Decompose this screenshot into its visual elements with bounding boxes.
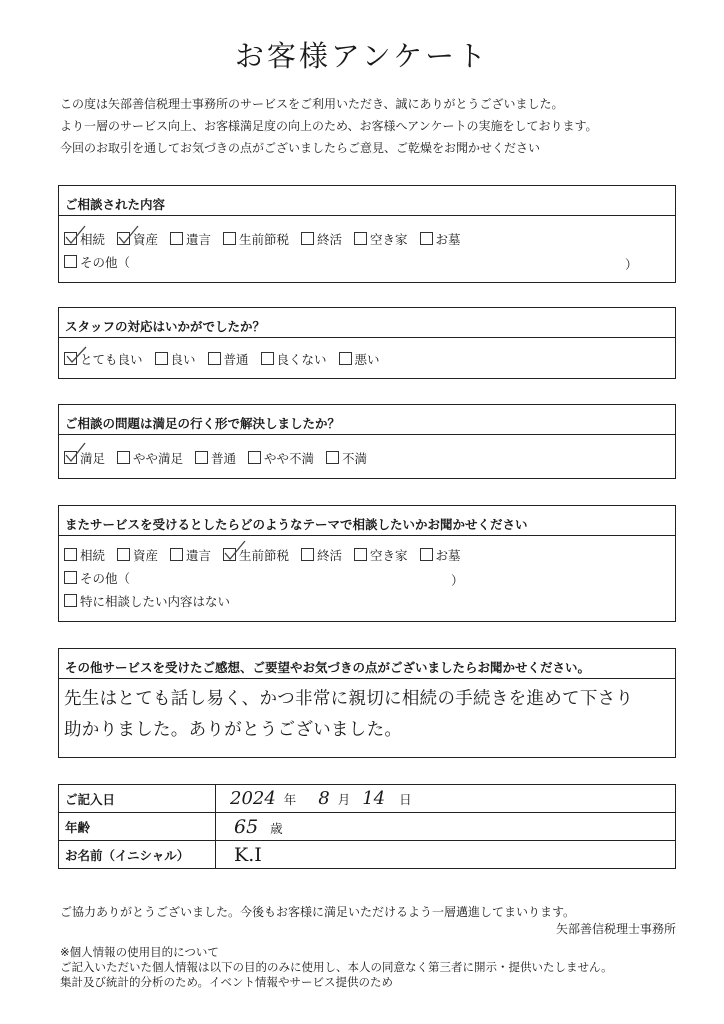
q2-option[interactable] xyxy=(208,350,249,368)
date-row xyxy=(59,785,676,813)
q1-option[interactable] xyxy=(223,230,289,248)
q5-answer-line: 助かりました。ありがとうございました。 xyxy=(64,720,403,740)
q2-options xyxy=(64,350,388,368)
age-value-cell[interactable] xyxy=(216,813,676,841)
name-value-cell[interactable] xyxy=(216,841,676,869)
q1-option[interactable] xyxy=(64,230,105,248)
q1-option[interactable] xyxy=(354,230,408,248)
checkbox[interactable] xyxy=(64,255,77,268)
checkbox[interactable] xyxy=(64,548,77,561)
q1-option[interactable] xyxy=(170,230,211,248)
date-label: ご記入日 xyxy=(59,785,216,813)
q3-option[interactable] xyxy=(248,449,314,467)
option-label: 相続 xyxy=(80,548,106,563)
option-label: 特に相談したい内容はない xyxy=(80,594,231,609)
q1-options xyxy=(64,230,469,248)
q4-option[interactable] xyxy=(223,546,289,564)
checkbox[interactable] xyxy=(64,232,77,245)
q4-other-row xyxy=(64,569,138,587)
checkbox[interactable] xyxy=(64,594,77,607)
checkbox[interactable] xyxy=(223,232,236,245)
checkbox[interactable] xyxy=(248,451,261,464)
option-label: その他（ xyxy=(80,255,131,270)
day-value: 14 xyxy=(362,788,386,809)
option-label: 満足 xyxy=(80,451,106,466)
option-label: 相続 xyxy=(80,232,106,247)
day-unit: 日 xyxy=(399,792,412,807)
checkbox[interactable] xyxy=(301,548,314,561)
checkbox[interactable] xyxy=(170,232,183,245)
checkbox[interactable] xyxy=(117,232,130,245)
year-unit: 年 xyxy=(283,792,297,807)
option-label: 悪い xyxy=(354,352,380,367)
option-label: やや満足 xyxy=(133,451,184,466)
option-label: とても良い xyxy=(80,352,143,367)
age-row xyxy=(59,813,676,841)
q4-option[interactable] xyxy=(354,546,408,564)
q4-option[interactable] xyxy=(64,546,105,564)
name-value: K.I xyxy=(234,843,262,866)
checkbox[interactable] xyxy=(170,548,183,561)
checkbox[interactable] xyxy=(117,548,130,561)
note-line: 集計及び統計的分析のため。イベント情報やサービス提供のため xyxy=(60,975,394,989)
q2-option[interactable] xyxy=(261,350,327,368)
date-value-cell[interactable] xyxy=(216,785,676,813)
checkbox[interactable] xyxy=(223,548,236,561)
q4-section xyxy=(58,505,676,622)
close-paren: ） xyxy=(625,257,638,272)
q1-heading: ご相談された内容 xyxy=(59,186,675,216)
option-label: 普通 xyxy=(223,352,249,367)
option-label: 生前節税 xyxy=(239,232,290,247)
q4-heading: またサービスを受けるとしたらどのようなテーマで相談したいかお聞かせください xyxy=(59,506,675,536)
q5-answer-line: 先生はとても話し易く、かつ非常に親切に相続の手続きを進めて下さり xyxy=(64,689,634,709)
intro-line: 今回のお取引を通してお気づきの点がございましたらご意見、ご乾燥をお聞かせください xyxy=(60,141,541,155)
info-table xyxy=(58,784,676,869)
age-label: 年齢 xyxy=(59,813,216,841)
option-label: 普通 xyxy=(211,451,237,466)
checkbox[interactable] xyxy=(326,451,339,464)
q3-option[interactable] xyxy=(195,449,236,467)
option-label: 良くない xyxy=(276,352,327,367)
q3-option[interactable] xyxy=(64,449,105,467)
checkbox[interactable] xyxy=(339,352,352,365)
closing-message: ご協力ありがとうございました。今後もお客様に満足いただけるよう一層邁進してまいります。 xyxy=(60,905,576,919)
option-label: 空き家 xyxy=(370,232,408,247)
q4-other-option[interactable] xyxy=(64,569,130,587)
checkmark-icon xyxy=(65,344,87,366)
option-label: 不満 xyxy=(342,451,368,466)
note-line: ※個人情報の使用目的について xyxy=(60,945,219,959)
option-label: 資産 xyxy=(133,232,159,247)
q2-section xyxy=(58,307,676,379)
privacy-notes xyxy=(60,945,613,990)
q1-other-row xyxy=(64,253,138,271)
note-line: ご記入いただいた個人情報は以下の目的のみに使用し、本人の同意なく第三者に開示・提供いたしません。 xyxy=(60,960,613,974)
q1-option[interactable] xyxy=(117,230,158,248)
checkbox[interactable] xyxy=(208,352,221,365)
q3-heading: ご相談の問題は満足の行く形で解決しましたか？ xyxy=(59,405,675,435)
intro-line: この度は矢部善信税理士事務所のサービスをご利用いただき、誠にありがとうございました。 xyxy=(60,97,564,111)
year-value: 2024 xyxy=(230,788,276,809)
checkmark-icon xyxy=(224,540,246,562)
checkbox[interactable] xyxy=(420,232,433,245)
option-label: 資産 xyxy=(133,548,159,563)
checkbox[interactable] xyxy=(301,232,314,245)
q4-options xyxy=(64,546,469,564)
checkbox[interactable] xyxy=(195,451,208,464)
q2-heading: スタッフの対応はいかがでしたか？ xyxy=(59,308,675,338)
q4-option[interactable] xyxy=(170,546,211,564)
q2-option[interactable] xyxy=(64,350,143,368)
checkbox[interactable] xyxy=(64,451,77,464)
checkbox[interactable] xyxy=(155,352,168,365)
q2-option[interactable] xyxy=(155,350,196,368)
checkbox[interactable] xyxy=(354,232,367,245)
q4-option[interactable] xyxy=(117,546,158,564)
option-label: 遺言 xyxy=(186,232,212,247)
checkbox[interactable] xyxy=(64,571,77,584)
option-label: やや不満 xyxy=(264,451,315,466)
month-unit: 月 xyxy=(337,792,351,807)
name-row xyxy=(59,841,676,869)
option-label: お墓 xyxy=(435,548,461,563)
checkbox[interactable] xyxy=(64,352,77,365)
q3-section xyxy=(58,404,676,479)
q3-option[interactable] xyxy=(326,449,367,467)
age-unit: 歳 xyxy=(270,820,283,836)
q1-section xyxy=(58,185,676,283)
intro-line: より一層のサービス向上、お客様満足度の向上のため、お客様へアンケートの実施をしております。 xyxy=(60,119,598,133)
q5-heading: その他サービスを受けたご感想、ご要望やお気づきの点がございましたらお聞かせください。 xyxy=(59,649,675,679)
option-label: 遺言 xyxy=(186,548,212,563)
q5-section xyxy=(58,648,676,758)
q4-option[interactable] xyxy=(420,546,461,564)
office-name: 矢部善信税理士事務所 xyxy=(555,922,676,936)
q1-option[interactable] xyxy=(301,230,342,248)
name-label: お名前（イニシャル） xyxy=(59,841,216,869)
close-paren: ） xyxy=(451,573,464,588)
checkmark-icon xyxy=(65,443,87,465)
page-title: お客様アンケート xyxy=(234,39,490,73)
q1-option[interactable] xyxy=(420,230,461,248)
option-label: 終活 xyxy=(317,232,343,247)
q4-none-row xyxy=(64,592,238,610)
checkbox[interactable] xyxy=(420,548,433,561)
option-label: 空き家 xyxy=(370,548,408,563)
q4-option[interactable] xyxy=(301,546,342,564)
option-label: 良い xyxy=(170,352,196,367)
age-value: 65 xyxy=(234,815,259,838)
q4-none-option[interactable] xyxy=(64,592,230,610)
option-label: お墓 xyxy=(435,232,461,247)
checkmark-icon xyxy=(65,224,87,246)
q3-options xyxy=(64,449,375,467)
option-label: 生前節税 xyxy=(239,548,290,563)
checkbox[interactable] xyxy=(261,352,274,365)
option-label: その他（ xyxy=(80,571,131,586)
option-label: 終活 xyxy=(317,548,343,563)
month-value: 8 xyxy=(318,788,330,809)
q3-option[interactable] xyxy=(117,449,183,467)
checkbox[interactable] xyxy=(354,548,367,561)
intro-text xyxy=(60,93,597,159)
q2-option[interactable] xyxy=(339,350,380,368)
checkmark-icon xyxy=(118,224,140,246)
q1-other-option[interactable] xyxy=(64,253,130,271)
checkbox[interactable] xyxy=(117,451,130,464)
